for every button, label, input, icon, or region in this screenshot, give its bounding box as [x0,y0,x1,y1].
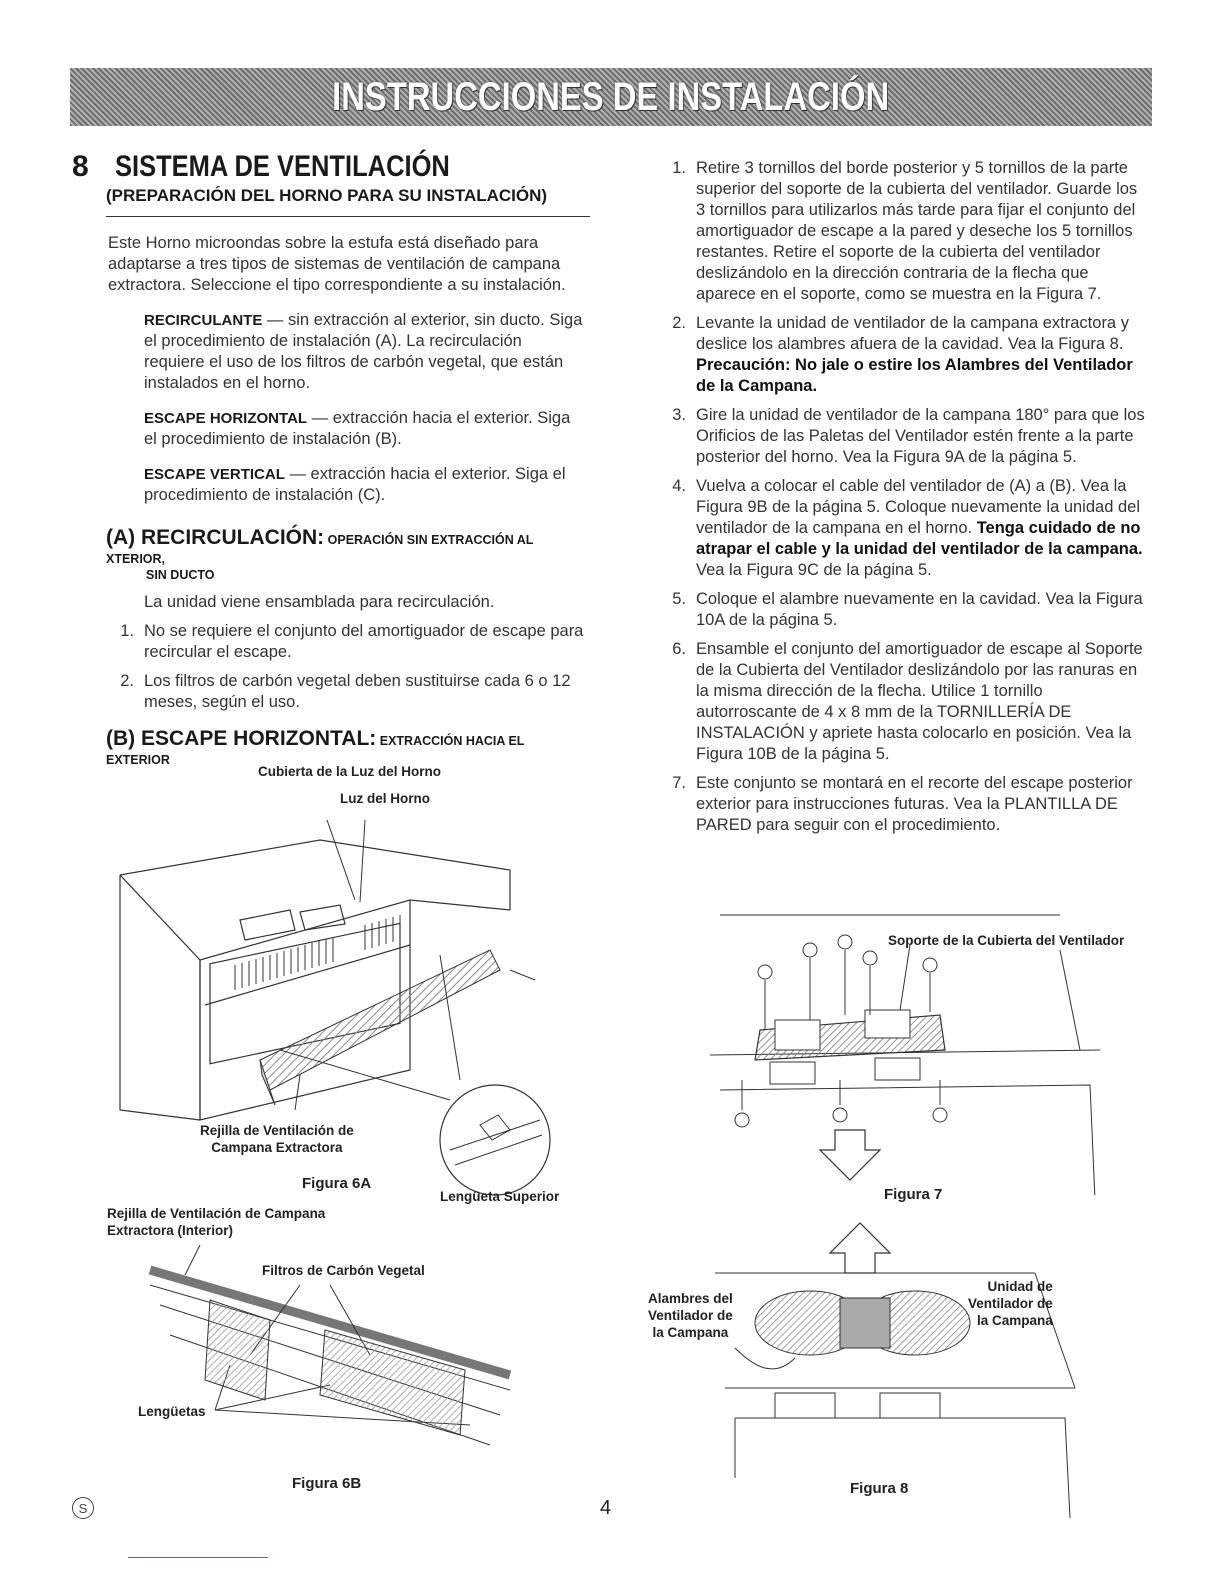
step-number: 2. [672,314,686,332]
heading-a-rest: OPERACIÓN SIN EXTRACCIÓN AL XTERIOR, [106,533,534,566]
label-grille-interior-line1: Rejilla de Ventilación de Campana [107,1206,326,1221]
seal-icon: S [72,1497,94,1519]
footer-rule [128,1557,268,1558]
step-text: Levante la unidad de ventilador de la campana extractora y deslice los alambres afuera de la cavidad. Vea la Figura 8. [696,314,1129,353]
label-vent-grille-line2: Campana Extractora [211,1140,343,1155]
heading-b-rest: EXTRACCIÓN HACIA EL EXTERIOR [106,734,525,767]
header-banner [70,68,1152,126]
list-item [668,158,1146,305]
filter-right [320,1330,465,1435]
mode-text: — sin extracción al exterior, sin ducto. Siga el procedimiento de instalación (A). La recirculación requiere el uso de los filtros de carbón vegetal, que están instalados en el horno. [144,311,583,392]
mode-label: ESCAPE HORIZONTAL [144,410,308,427]
left-column [70,150,590,769]
step-number: 5. [672,590,686,608]
step-text: Este conjunto se montará en el recorte del escape posterior exterior para instrucciones futuras. Vea la PLANTILLA DE PARED para seguir con el procedimiento. [696,774,1133,834]
list-item [668,476,1146,581]
label-light-cover: Cubierta de la Luz del Horno [258,764,442,779]
step-number: 4. [672,477,686,495]
figure-6b-caption: Figura 6B [292,1475,362,1492]
step-text-after: Vea la Figura 9C de la página 5. [696,561,932,579]
mode-text: — extracción hacia el exterior. Siga el procedimiento de instalación (B). [144,409,571,448]
fan-motor [840,1298,890,1348]
step-body [696,313,1146,397]
step-text: Vuelva a colocar el cable del ventilador de (A) a (B). Vea la Figura 9B de la página 5. Coloque nuevamente la unidad del ventilador de la campana en el horno. [696,477,1140,537]
step-warning: Tenga cuidado de no atrapar el cable y la unidad del ventilador de la campana. [696,519,1143,558]
mode-escape-vertical [144,464,584,506]
right-steps-list [668,158,1146,836]
mode-label: RECIRCULANTE [144,312,263,329]
a-intro: La unidad viene ensamblada para recirculación. [144,593,495,611]
step-text: Retire 3 tornillos del borde posterior y 5 tornillos de la parte superior del soporte de la cubierta del ventilador. Guarde los 3 tornillos para utilizarlos más tarde para fijar el conjunto del amortiguador de escape a la pared y deseche los 5 tornillos restantes. Retire el soporte de la cubierta del ventilador deslizándolo en la dirección contraria de la flecha que aparece en el soporte, como se muestra en la Figura 7. [696,159,1138,303]
oven-left-edge [120,875,200,1120]
banner-title: INSTRUCCIONES DE INSTALACIÓN [332,74,890,119]
label-fan-unit-line3: la Campana [977,1313,1053,1328]
label-oven-light: Luz del Horno [340,791,430,806]
list-item [116,621,586,663]
label-grille-interior [107,1205,325,1239]
step-number: 7. [672,774,686,792]
step-number: 3. [672,406,686,424]
bracket-hole-left [775,1020,820,1050]
label-fan-unit-line1: Unidad de [987,1279,1053,1294]
section-subtitle: (PREPARACIÓN DEL HORNO PARA SU INSTALACIÓN) [106,186,590,217]
figure-8-drawing [715,1218,1085,1518]
filter-left [205,1300,270,1400]
step-text: Gire la unidad de ventilador de la campana 180° para que los Orificios de las Paletas del Ventilador estén frente a la parte posterior del horno. Vea la Figura 9A de la página 5. [696,406,1145,466]
mode-recirculante [144,310,584,394]
label-top-tab: Lengüeta Superior [440,1189,560,1204]
oven-front-edge [120,875,200,1120]
step-number: 6. [672,640,686,658]
figure-6b-drawing [140,1245,520,1460]
figure-6a-caption: Figura 6A [302,1175,372,1192]
arrow-down-icon [820,1130,880,1180]
section-number: 8 [72,150,89,183]
vent-grille [260,950,500,1105]
heading-a-cont: SIN DUCTO [146,568,215,582]
step-body [696,476,1146,581]
step-number: 2. [120,672,134,690]
list-item [116,671,586,713]
list-item [668,405,1146,468]
section-heading: SISTEMA DE VENTILACIÓN [114,150,450,183]
label-fan-cover-bracket: Soporte de la Cubierta del Ventilador [888,933,1125,948]
label-tabs: Lengüetas [138,1404,206,1419]
label-vent-grille-line1: Rejilla de Ventilación de [200,1123,354,1138]
heading-a-main: (A) RECIRCULACIÓN: [106,526,325,549]
list-item [668,773,1146,836]
intro-paragraph: Este Horno microondas sobre la estufa está diseñado para adaptarse a tres tipos de sistemas de ventilación de campana extractora. Seleccione el tipo correspondiente a su instalación. [108,234,566,294]
detail-circle [440,1085,550,1195]
label-fan-unit-line2: Ventilador de [968,1296,1053,1311]
figure-7-caption: Figura 7 [884,1186,943,1203]
step-warning: Precaución: No jale o estire los Alambres del Ventilador de la Campana. [696,356,1133,395]
step-text: No se requiere el conjunto del amortiguador de escape para recircular el escape. [144,622,584,661]
label-fan-wires-line3: la Campana [652,1325,729,1340]
mode-label: ESCAPE VERTICAL [144,466,285,483]
label-grille-interior-line2: Extractora (Interior) [107,1223,234,1238]
heading-a [106,526,590,568]
arrow-up-icon [830,1223,890,1273]
mode-escape-horizontal [144,408,584,450]
right-column [668,158,1146,836]
mode-text: — extracción hacia el exterior. Siga el procedimiento de instalación (C). [144,465,566,504]
list-item [668,589,1146,631]
section-title [72,150,590,184]
step-text: Los filtros de carbón vegetal deben sustituirse cada 6 o 12 meses, según el uso. [144,672,571,711]
step-number: 1. [672,159,686,177]
list-item [668,639,1146,765]
label-fan-wires [648,1290,733,1341]
list-item [668,313,1146,397]
figure-8-caption: Figura 8 [850,1480,909,1497]
step-text: Coloque el alambre nuevamente en la cavidad. Vea la Figura 10A de la página 5. [696,590,1143,629]
label-fan-wires-line2: Ventilador de [648,1308,733,1323]
label-fan-unit [968,1278,1053,1329]
step-text: Ensamble el conjunto del amortiguador de escape al Soporte de la Cubierta del Ventilador deslizándolo por las ranuras en la misma dirección de la flecha. Utilice 1 tornillo autorroscante de 4 x 8 mm de la TORNILLERÍA DE INSTALACIÓN y apriete hasta colocarlo en posición. Vea la Figura 10B de la página 5. [696,640,1143,763]
figure-7-drawing [700,910,1120,1195]
oven-top-outline [120,840,510,910]
bracket-hole-right [865,1010,910,1038]
label-vent-grille [200,1122,354,1156]
a-steps-list [70,621,590,713]
step-number: 1. [120,622,134,640]
label-charcoal-filters: Filtros de Carbón Vegetal [262,1263,425,1278]
label-fan-wires-line1: Alambres del [648,1291,733,1306]
page-number: 4 [600,1497,612,1519]
heading-b-main: (B) ESCAPE HORIZONTAL: [106,727,377,750]
